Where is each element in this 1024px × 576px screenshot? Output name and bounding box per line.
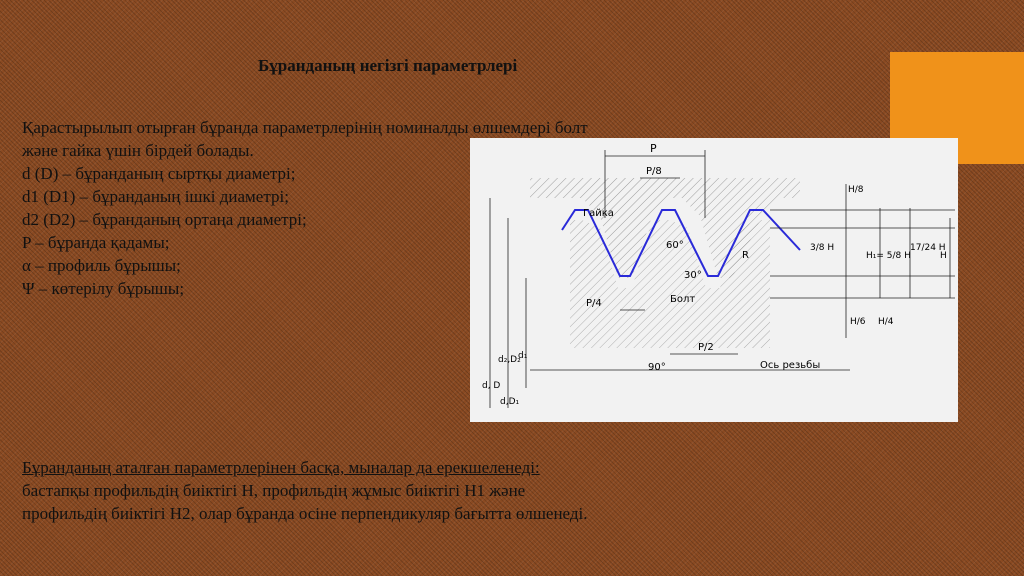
- intro-line: және гайка үшін бірдей болады.: [22, 141, 254, 160]
- footer-line: профильдің биіктігі H2, олар бұранда осіне перпендикуляр бағытта өлшенеді.: [22, 504, 588, 523]
- thread-diagram-svg: [470, 138, 958, 422]
- label-pitch: P: [650, 142, 657, 155]
- label-h1: H₁= 5/8 H: [866, 251, 911, 261]
- footer-line: бастапқы профильдің биіктігі H, профильдің жұмыс биіктігі H1 және: [22, 481, 526, 500]
- label-bolt: Болт: [670, 294, 696, 305]
- label-h: H: [940, 251, 947, 261]
- slide-title: Бұранданың негізгі параметрлері: [258, 56, 518, 75]
- param-profile-angle: α – профиль бұрышы;: [22, 256, 181, 275]
- label-axis: Ось резьбы: [760, 360, 821, 371]
- intro-line: Қарастырылып отырған бұранда параметрлерінің номиналды өлшемдері болт: [22, 118, 588, 137]
- label-d1: d₁: [518, 351, 528, 361]
- label-p8: P/8: [646, 166, 662, 177]
- label-h6: H/6: [850, 317, 866, 327]
- label-h4: H/4: [878, 317, 894, 327]
- label-angle-90: 90°: [648, 362, 666, 373]
- footer-heading: Бұранданың аталған параметрлерінен басқа, мыналар да ерекшеленеді:: [22, 458, 540, 477]
- label-angle-30: 30°: [684, 270, 702, 281]
- thread-diagram: [470, 138, 958, 422]
- label-nut: Гайка: [583, 208, 614, 219]
- param-outer-diameter: d (D) – бұранданың сыртқы диаметрі;: [22, 164, 296, 183]
- footer-text: [22, 456, 902, 525]
- param-inner-diameter: d1 (D1) – бұранданың ішкі диаметрі;: [22, 187, 289, 206]
- label-p4: P/4: [586, 298, 602, 309]
- label-h8: H/8: [848, 185, 864, 195]
- label-r: R: [742, 250, 749, 261]
- label-angle-60: 60°: [666, 240, 684, 251]
- label-p2: P/2: [698, 342, 714, 353]
- param-pitch: P – бұранда қадамы;: [22, 233, 170, 252]
- label-d-d1: d,D₁: [500, 397, 520, 407]
- label-d-d: d, D: [482, 381, 501, 391]
- param-middle-diameter: d2 (D2) – бұранданың ортаңа диаметрі;: [22, 210, 307, 229]
- param-lead-angle: Ψ – көтерілу бұрышы;: [22, 279, 185, 298]
- label-3-8h: 3/8 H: [810, 243, 835, 253]
- label-17-24h: 17/24 H: [910, 243, 946, 253]
- label-d2-d2: d₂,D₂: [498, 355, 521, 365]
